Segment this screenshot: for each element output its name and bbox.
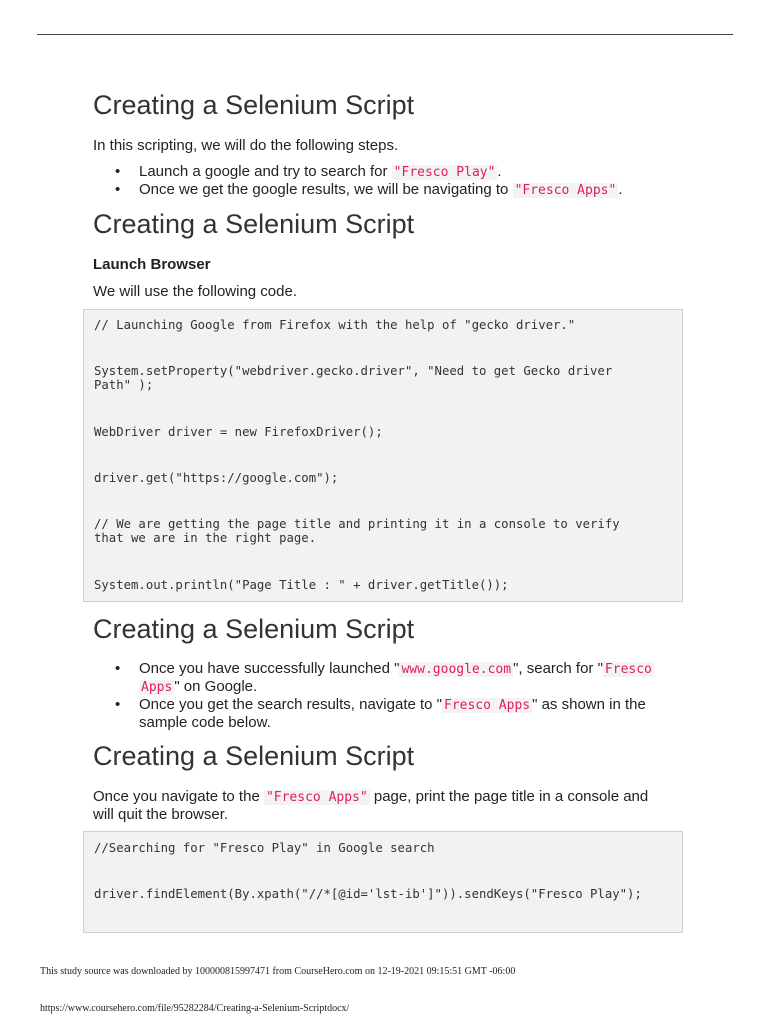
section-heading: Creating a Selenium Script xyxy=(93,614,415,644)
inline-code: "Fresco Apps" xyxy=(514,183,617,198)
code-line: System.setProperty("webdriver.gecko.driver", "Need to get Gecko driver xyxy=(94,364,613,378)
code-block xyxy=(83,309,683,602)
download-notice: This study source was downloaded by 100000815997471 from CourseHero.com on 12-19-2021 09:15:51 GMT -06:00 xyxy=(40,966,516,977)
code-line: // Launching Google from Firefox with the help of "gecko driver." xyxy=(94,318,576,332)
section-heading: Creating a Selenium Script xyxy=(93,90,415,120)
list-item: • Once you have successfully launched " www.google.com ", search for " Fresco Apps " on Google. xyxy=(115,660,652,695)
subheading: Launch Browser xyxy=(93,256,211,273)
bullet-icon: • xyxy=(115,181,121,198)
section-heading: Creating a Selenium Script xyxy=(93,209,415,239)
section-heading: Creating a Selenium Script xyxy=(93,741,415,771)
code-line: Path" ); xyxy=(94,378,154,392)
steps-list xyxy=(93,660,687,731)
bullet-icon: • xyxy=(115,163,121,180)
bullet-icon: • xyxy=(115,696,121,713)
paragraph: Once you navigate to the "Fresco Apps" page, print the page title in a console and will quit the browser. xyxy=(93,788,649,823)
code-line: driver.findElement(By.xpath("//*[@id='lst-ib']")).sendKeys("Fresco Play"); xyxy=(94,887,642,901)
inline-code: www.google.com xyxy=(401,662,512,677)
steps-list xyxy=(93,163,687,199)
list-item: • Once we get the google results, we will be navigating to "Fresco Apps" . xyxy=(115,181,623,198)
inline-code: "Fresco Play" xyxy=(393,165,496,180)
inline-code: Apps xyxy=(141,680,173,695)
list-item: • Once you get the search results, navigate to " Fresco Apps " as shown in the sample code below. xyxy=(115,696,646,731)
source-url[interactable]: https://www.coursehero.com/file/95282284/Creating-a-Selenium-Scriptdocx/ xyxy=(40,1003,350,1014)
code-block xyxy=(83,831,683,933)
bullet-icon: • xyxy=(115,660,121,677)
code-line: //Searching for "Fresco Play" in Google search xyxy=(94,841,435,855)
code-line: // We are getting the page title and printing it in a console to verify xyxy=(94,517,620,531)
intro-text: In this scripting, we will do the following steps. xyxy=(93,137,399,154)
inline-code: "Fresco Apps" xyxy=(265,790,368,805)
code-line: WebDriver driver = new FirefoxDriver(); xyxy=(94,425,383,439)
inline-code: Fresco Apps xyxy=(444,698,531,713)
code-line: that we are in the right page. xyxy=(94,531,317,545)
inline-code: Fresco xyxy=(604,662,652,677)
list-item: • Launch a google and try to search for "Fresco Play" . xyxy=(115,163,502,180)
code-line: System.out.println("Page Title : " + driver.getTitle()); xyxy=(94,578,509,592)
intro-text: We will use the following code. xyxy=(93,283,297,300)
code-line: driver.get("https://google.com"); xyxy=(94,471,339,485)
top-divider xyxy=(37,34,733,35)
